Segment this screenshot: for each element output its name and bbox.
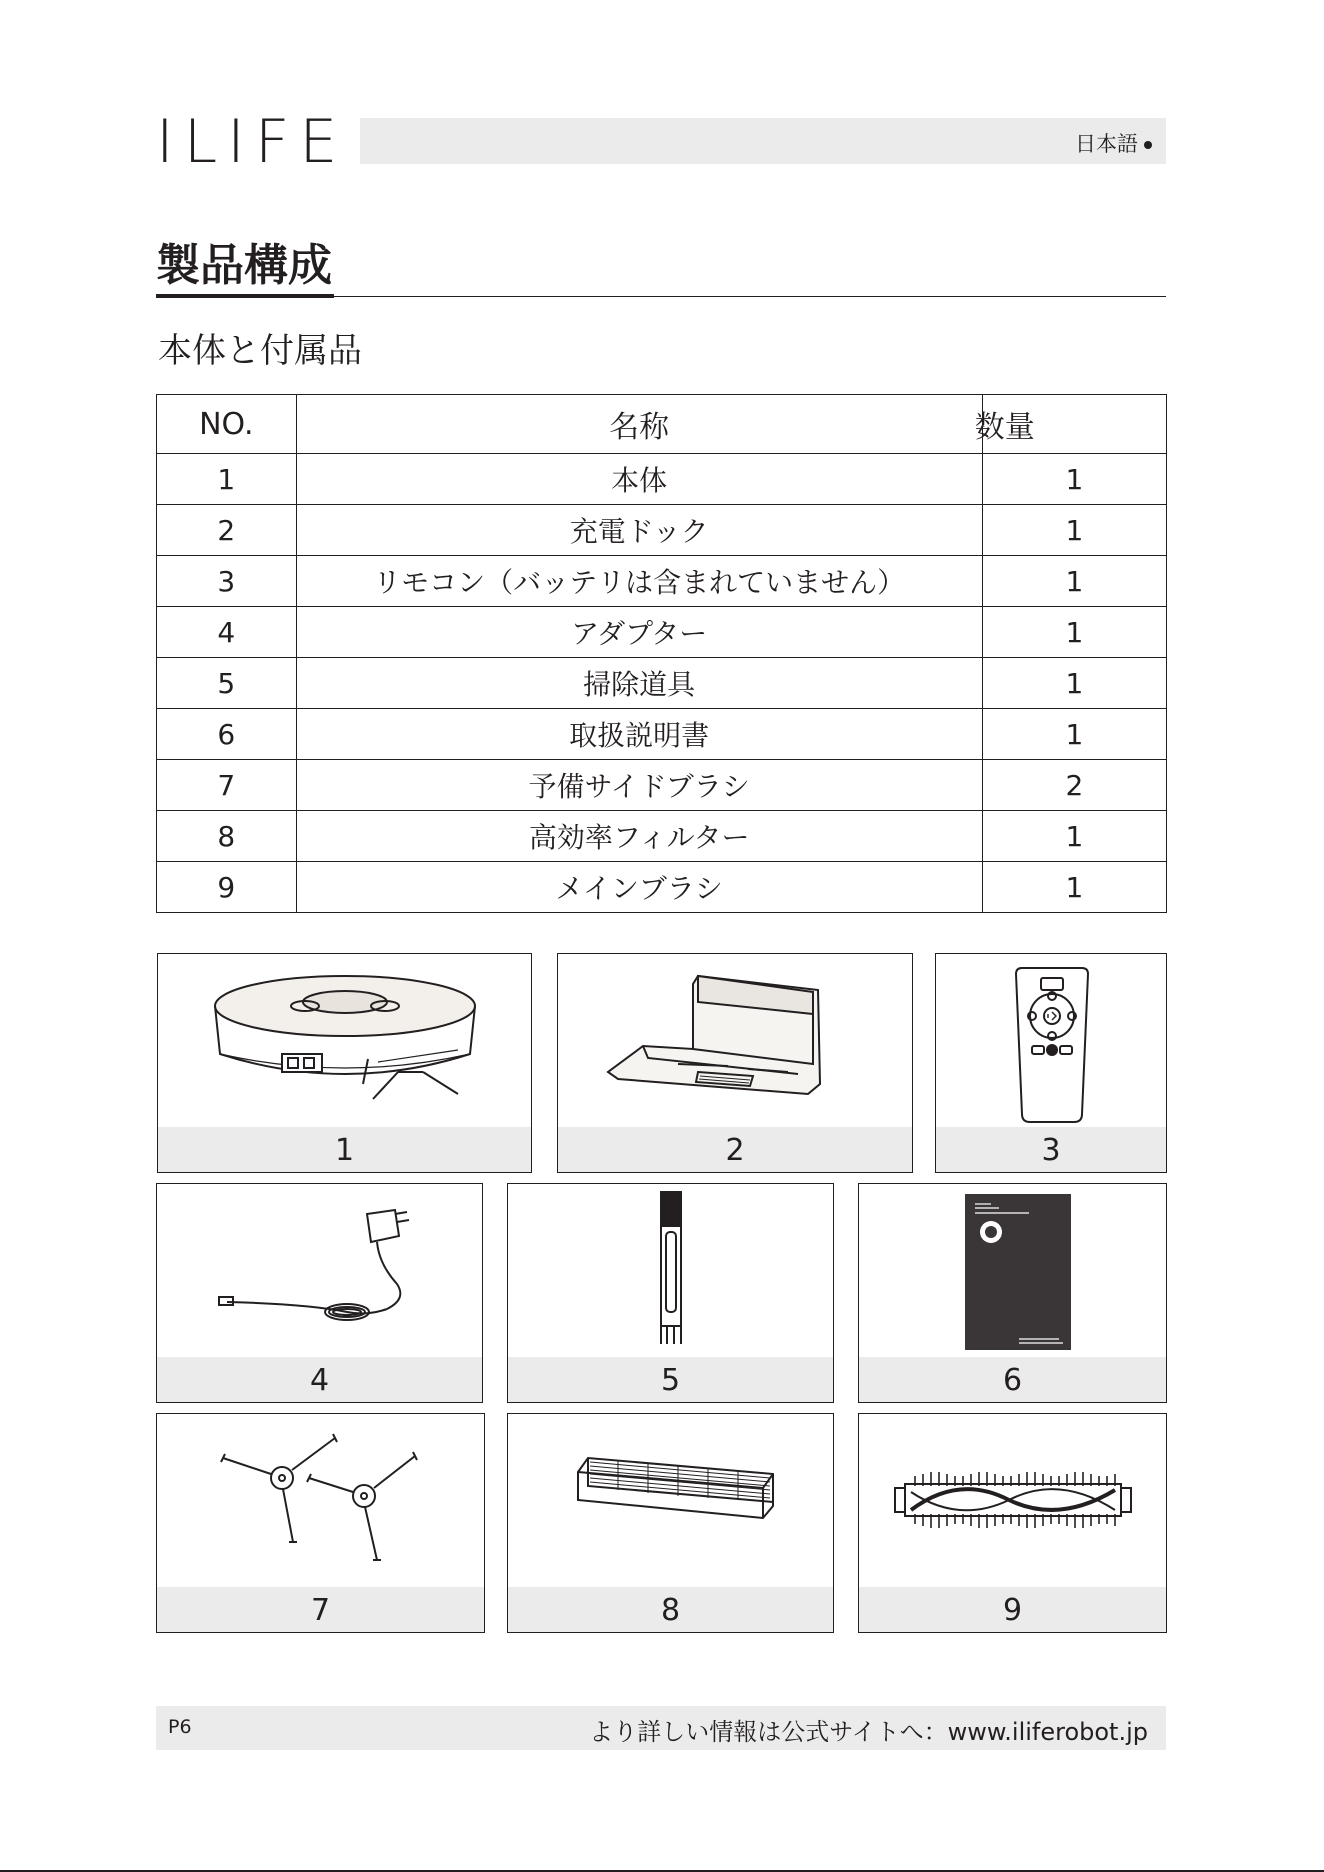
parts-table <box>156 394 1167 913</box>
adapter-icon <box>157 1184 484 1359</box>
side-brush-icon <box>157 1414 486 1589</box>
cell-no: 8 <box>157 811 297 862</box>
cell-no: 5 <box>157 658 297 709</box>
language-bar <box>360 118 1166 164</box>
title-underline <box>156 294 334 298</box>
manual-icon <box>859 1184 1168 1359</box>
cell-no: 1 <box>157 454 297 505</box>
item-caption: 7 <box>157 1587 484 1632</box>
item-card-side-brush <box>156 1413 485 1633</box>
table-row <box>157 811 1167 862</box>
cell-qty: 1 <box>982 556 1166 607</box>
table-header-row <box>157 395 1167 454</box>
cell-name: リモコン（バッテリは含まれていません） <box>296 556 982 607</box>
cell-name: 高効率フィルター <box>296 811 982 862</box>
cell-name: 予備サイドブラシ <box>296 760 982 811</box>
footer-website-note: より詳しい情報は公式サイトへ：www.iliferobot.jp <box>589 1718 1148 1746</box>
item-card-main-brush <box>858 1413 1167 1633</box>
cell-no: 2 <box>157 505 297 556</box>
cleaning-tool-icon <box>508 1184 835 1359</box>
cell-name: メインブラシ <box>296 862 982 913</box>
table-row <box>157 505 1167 556</box>
table-row <box>157 862 1167 913</box>
cell-no: 3 <box>157 556 297 607</box>
cell-qty: 1 <box>982 709 1166 760</box>
table-row <box>157 658 1167 709</box>
item-card-filter <box>507 1413 834 1633</box>
section-subtitle: 本体と付属品 <box>158 331 362 371</box>
bullet-icon <box>1144 141 1152 149</box>
table-row <box>157 556 1167 607</box>
table-row <box>157 709 1167 760</box>
cell-no: 9 <box>157 862 297 913</box>
page-footer <box>156 1706 1166 1750</box>
table-row <box>157 760 1167 811</box>
item-card-remote <box>935 953 1167 1173</box>
item-card-dock <box>557 953 913 1173</box>
cell-qty: 1 <box>982 607 1166 658</box>
cell-no: 7 <box>157 760 297 811</box>
cell-name: アダプター <box>296 607 982 658</box>
header-name-label: 名称 <box>609 410 670 445</box>
item-caption: 9 <box>859 1587 1166 1632</box>
item-caption: 8 <box>508 1587 833 1632</box>
item-card-robot <box>157 953 532 1173</box>
header-qty-label: 数量 <box>974 410 1035 445</box>
item-card-manual <box>858 1183 1167 1403</box>
page-title: 製品構成 <box>156 240 332 291</box>
cell-name: 掃除道具 <box>296 658 982 709</box>
item-card-adapter <box>156 1183 483 1403</box>
table-row <box>157 607 1167 658</box>
table-row <box>157 454 1167 505</box>
robot-vacuum-icon <box>158 954 533 1129</box>
cell-qty: 1 <box>982 658 1166 709</box>
cell-no: 4 <box>157 607 297 658</box>
cell-no: 6 <box>157 709 297 760</box>
charging-dock-icon <box>558 954 914 1129</box>
item-caption: 6 <box>859 1357 1166 1402</box>
cell-qty: 1 <box>982 811 1166 862</box>
cell-qty: 1 <box>982 505 1166 556</box>
header-no: NO. <box>157 395 297 454</box>
item-caption: 4 <box>157 1357 482 1402</box>
page-number: P6 <box>168 1716 192 1738</box>
item-caption: 1 <box>158 1127 531 1172</box>
cell-qty: 1 <box>982 862 1166 913</box>
cell-name: 本体 <box>296 454 982 505</box>
cell-name: 取扱説明書 <box>296 709 982 760</box>
cell-qty: 2 <box>982 760 1166 811</box>
language-indicator <box>1075 128 1152 158</box>
main-brush-icon <box>859 1414 1168 1589</box>
brand-logo: ILIFE <box>156 107 348 177</box>
item-card-cleaning-tool <box>507 1183 834 1403</box>
item-caption: 3 <box>936 1127 1166 1172</box>
header-qty <box>974 395 1166 454</box>
language-label: 日本語 <box>1075 132 1138 156</box>
cell-qty: 1 <box>982 454 1166 505</box>
filter-icon <box>508 1414 835 1589</box>
item-caption: 5 <box>508 1357 833 1402</box>
header-name <box>296 395 982 454</box>
cell-name: 充電ドック <box>296 505 982 556</box>
item-caption: 2 <box>558 1127 912 1172</box>
remote-control-icon <box>936 954 1168 1129</box>
